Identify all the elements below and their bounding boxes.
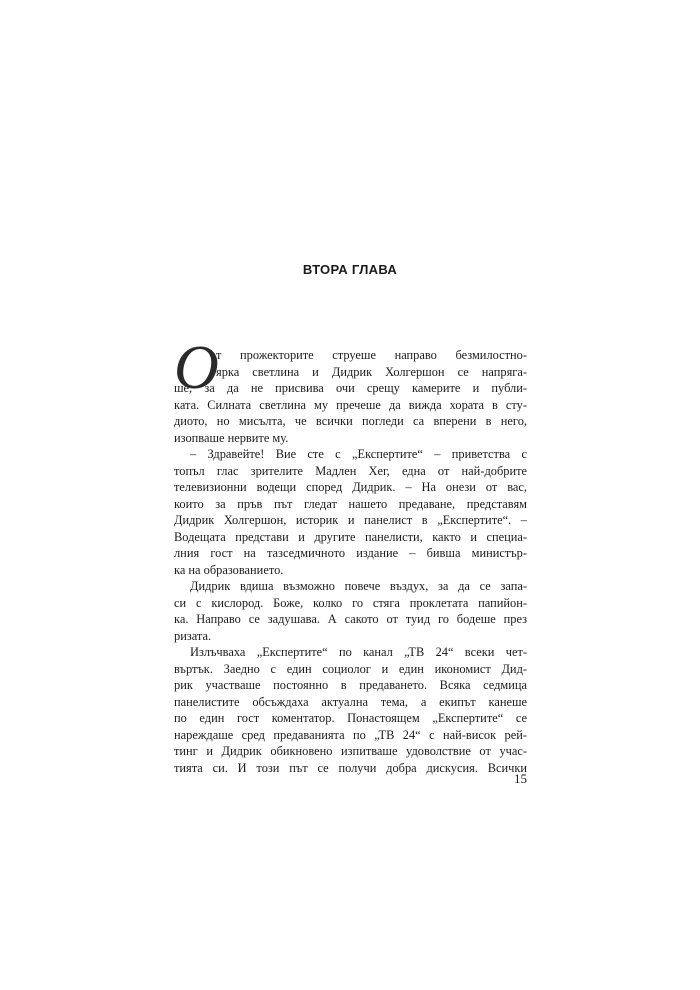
text-line: ярка светлина и Дидрик Холгершон се напряга- [216,364,527,379]
text-line: Дидрик вдиша възможно повече въздух, за да се запа- [190,579,527,593]
text-line: диото, но мисълта, че всички погледи са вперени в него, [174,414,527,428]
text-line: изопваше нервите му. [174,430,289,445]
page-number: 15 [514,771,527,786]
text-line: ризата. [174,628,212,643]
paragraph [174,446,527,578]
text-line: които за пръв път гледат нашето предаване, представям [174,496,527,511]
drop-cap: О [174,334,219,402]
paragraph [174,380,527,446]
text-line: т прожекторите струеше направо безмилостно- [216,348,527,362]
text-line: рик участваше постоянно в предаването. Всяка седмица [174,678,527,692]
text-line: тията си. И този път се получи добра дискусия. Всички [174,760,527,775]
text-line: по един гост коментатор. Понастоящем „Експертите“ се [174,711,527,725]
text-line: си с кислород. Боже, колко го стяга проклетата папийон- [174,595,527,610]
text-line: панелистите обсъждаха актуална тема, а екипът канеше [174,694,527,709]
text-line: въртък. Заедно с един социолог и един икономист Дид- [174,661,527,676]
text-line: Дидрик Холгершон, историк и панелист в „Експертите“. – [174,513,527,527]
chapter-title: ВТОРА ГЛАВА [302,262,398,277]
text-line: ка. Направо се задушава. А сакото от туид го бодеше през [174,612,527,626]
text-line: ката. Силната светлина му пречеше да вижда хората в сту- [174,397,527,412]
text-line: нареждаше сред предаванията по „ТВ 24“ с най-висок рей- [174,727,527,742]
chapter-body [174,334,527,776]
text-line: топъл глас зрителите Мадлен Хег, една от най-добрите [174,463,527,478]
text-line: Водещата представи и другите панелисти, както и специа- [174,529,527,544]
paragraph [174,578,527,644]
text-line: Излъчваха „Експертите“ по канал „ТВ 24“ всеки чет- [190,645,527,659]
text-line: ка на образованието. [174,562,284,577]
text-line: телевизионни водещи според Дидрик. – На онези от вас, [174,480,527,494]
text-line: – Здравейте! Вие сте с „Експертите“ – приветства с [190,447,527,461]
text-line: тинг и Дидрик обикновено изпитваше удоволствие от учас- [174,744,527,758]
text-line: ше, за да не присвива очи срещу камерите и публи- [174,381,527,395]
text-line: лния гост на тазседмичното издание – бивша министър- [174,546,527,560]
paragraph [174,644,527,776]
drop-cap-lines [174,347,527,380]
